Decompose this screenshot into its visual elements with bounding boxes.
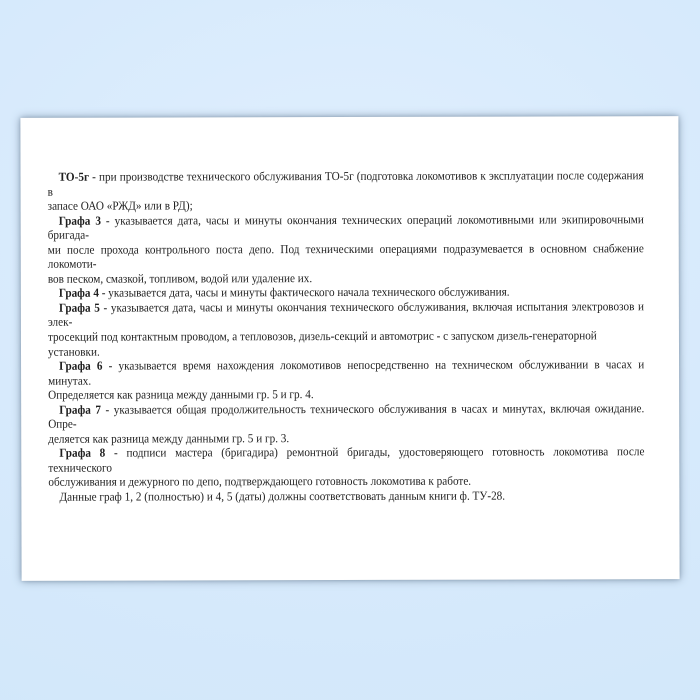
document-page <box>20 116 679 581</box>
text-line <box>48 168 644 199</box>
paragraph-lead: Графа 8 <box>59 446 106 461</box>
text-line <box>48 299 644 330</box>
text-line <box>48 357 644 388</box>
paragraph-text: - указывается дата, часы и минуты окончания технических операций локомотивными или экипировочными бригада- <box>47 211 644 242</box>
text-line <box>48 445 644 476</box>
text-line <box>48 285 644 301</box>
text-line <box>48 328 644 359</box>
paragraph-text: Данные граф 1, 2 (полностью) и 4, 5 (даты) должны соответствовать данным книги ф. ТУ-28. <box>59 488 506 504</box>
paragraph-text: деляется как разница между данными гр. 5 и гр. 3. <box>48 431 290 446</box>
text-line <box>48 401 644 432</box>
paragraph-lead: Графа 6 <box>59 358 103 373</box>
paragraph-lead: Графа 7 <box>59 402 101 417</box>
paragraph-text: ми после прохода контрольного поста депо. Под техническими операциями подразумевается в основном снабжение локомоти- <box>47 240 644 272</box>
paragraph-text: обслуживания и дежурного по депо, подтверждающего готовность локомотива к работе. <box>48 474 472 490</box>
paragraph-text: - при производстве технического обслуживания ТО-5г (подготовка локомотивов к эксплуатации после содержания в <box>47 168 644 199</box>
paragraph-text: - указывается общая продолжительность технического обслуживания в часах и минутах, включая ожидание. Опре- <box>48 400 645 432</box>
paragraph-lead: ТО-5г <box>58 169 90 184</box>
text-column <box>48 168 645 504</box>
text-line <box>48 197 644 213</box>
paragraph-text: - указывается дата, часы и минуты фактического начала технического обслуживания. <box>98 284 510 301</box>
text-line <box>48 270 644 286</box>
paragraph-text: запасе ОАО «РЖД» или в РД); <box>47 198 193 213</box>
paragraph-lead: Графа 3 <box>58 213 101 228</box>
text-line <box>48 212 644 243</box>
paragraph-lead: Графа 4 <box>58 286 99 301</box>
text-line <box>48 241 644 272</box>
text-line <box>48 488 644 504</box>
paragraph-text: - указывается время нахождения локомотивов непосредственно на техническом обслуживании в часах и минутах. <box>48 357 645 388</box>
paragraph-text: тросекций под контактным проводом, а тепловозов, дизель-секций и автомотрис - с запуском дизель-генераторной установки. <box>47 328 597 359</box>
text-line <box>48 430 644 446</box>
paragraph-text: вов песком, смазкой, топливом, водой или удаление их. <box>47 270 313 286</box>
text-line <box>48 474 644 490</box>
paragraph-text: Определяется как разница между данными гр. 5 и гр. 4. <box>48 387 314 402</box>
paragraph-lead: Графа 5 <box>58 300 100 315</box>
paragraph-text: - указывается дата, часы и минуты окончания технического обслуживания, включая испытания электровозов и элек- <box>47 299 645 330</box>
paragraph-text: - подписи мастера (бригадира) ремонтной бригады, удостоверяющего готовность локомотива после технического <box>48 444 645 475</box>
text-line <box>48 386 644 402</box>
